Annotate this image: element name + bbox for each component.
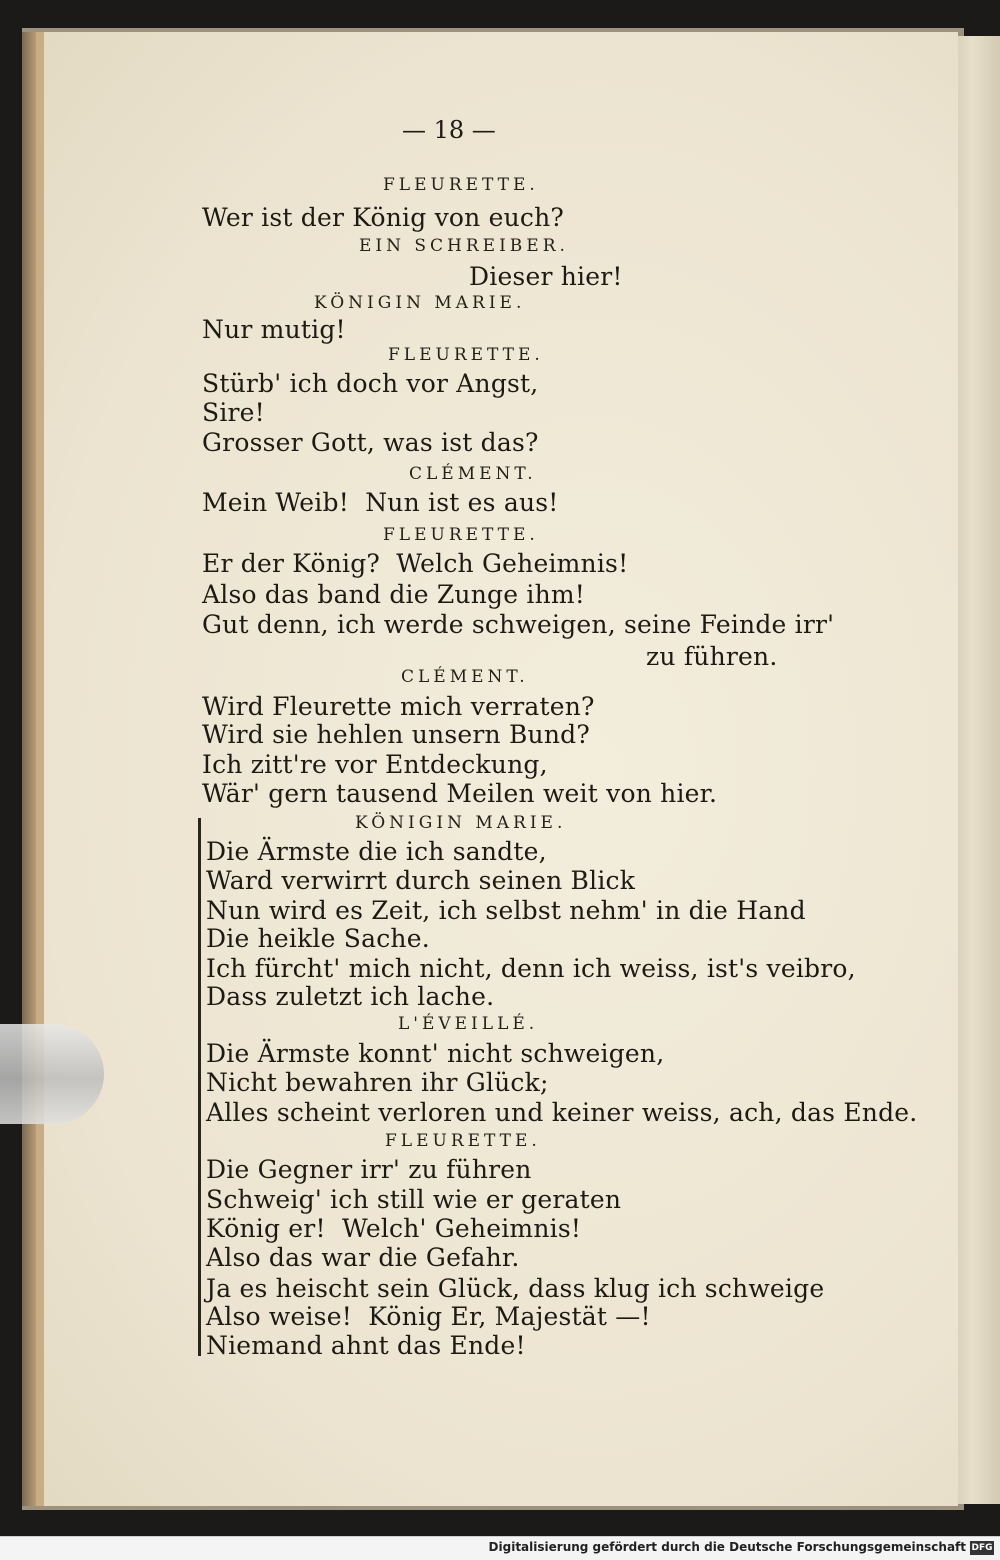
speaker-label: CLÉMENT. — [401, 667, 529, 687]
verse-line: Also das band die Zunge ihm! — [202, 580, 586, 609]
page-number: — 18 — — [402, 116, 496, 144]
verse-line: Grosser Gott, was ist das? — [202, 428, 539, 457]
verse-line: Ich zitt're vor Entdeckung, — [202, 750, 548, 779]
verse-line: Dass zuletzt ich lache. — [206, 982, 495, 1011]
verse-line: Sire! — [202, 398, 265, 427]
verse-line: Also das war die Gefahr. — [206, 1243, 520, 1272]
verse-line: Die heikle Sache. — [206, 924, 430, 953]
verse-line: Dieser hier! — [469, 262, 623, 291]
verse-line: Ja es heischt sein Glück, dass klug ich schweige — [206, 1274, 825, 1303]
verse-line: Alles scheint verloren und keiner weiss, ach, das Ende. — [206, 1098, 918, 1127]
ensemble-bracket — [198, 818, 205, 1356]
speaker-label: KÖNIGIN MARIE. — [355, 813, 567, 833]
speaker-label: KÖNIGIN MARIE. — [314, 293, 526, 313]
verse-line: Nun wird es Zeit, ich selbst nehm' in die Hand — [206, 896, 806, 925]
footer-bar — [0, 1536, 1000, 1560]
speaker-label: CLÉMENT. — [409, 464, 537, 484]
verse-line: Er der König? Welch Geheimnis! — [202, 549, 629, 578]
speaker-label: EIN SCHREIBER. — [359, 236, 569, 256]
verse-line: Nicht bewahren ihr Glück; — [206, 1068, 549, 1097]
verse-line: Wird Fleurette mich verraten? — [202, 692, 595, 721]
verse-line: Niemand ahnt das Ende! — [206, 1331, 526, 1360]
verse-line: Wär' gern tausend Meilen weit von hier. — [202, 779, 718, 808]
speaker-label: FLEURETTE. — [388, 345, 544, 365]
speaker-label: FLEURETTE. — [385, 1131, 541, 1151]
verse-line: Wer ist der König von euch? — [202, 203, 564, 232]
verse-line: Schweig' ich still wie er geraten — [206, 1185, 622, 1214]
speaker-label: L'ÉVEILLÉ. — [398, 1014, 539, 1034]
verse-line: Mein Weib! Nun ist es aus! — [202, 488, 559, 517]
verse-line: Nur mutig! — [202, 315, 346, 344]
verse-line: zu führen. — [646, 642, 778, 671]
verse-line: Ward verwirrt durch seinen Blick — [206, 866, 636, 895]
verse-line: König er! Welch' Geheimnis! — [206, 1214, 582, 1243]
verse-line: Gut denn, ich werde schweigen, seine Feinde irr' — [202, 610, 835, 639]
verse-line: Wird sie hehlen unsern Bund? — [202, 720, 590, 749]
dfg-logo: DFG — [971, 1543, 993, 1553]
verse-line: Die Gegner irr' zu führen — [206, 1155, 532, 1184]
speaker-label: FLEURETTE. — [383, 175, 539, 195]
verse-line: Die Ärmste die ich sandte, — [206, 837, 547, 866]
verse-line: Ich fürcht' mich nicht, denn ich weiss, ist's veibro, — [206, 954, 856, 983]
verse-line: Stürb' ich doch vor Angst, — [202, 369, 539, 398]
speaker-label: FLEURETTE. — [383, 525, 539, 545]
verse-line: Also weise! König Er, Majestät —! — [206, 1302, 651, 1331]
funding-credit: Digitalisierung gefördert durch die Deutsche Forschungsgemeinschaft — [488, 1540, 966, 1554]
verse-line: Die Ärmste konnt' nicht schweigen, — [206, 1039, 665, 1068]
